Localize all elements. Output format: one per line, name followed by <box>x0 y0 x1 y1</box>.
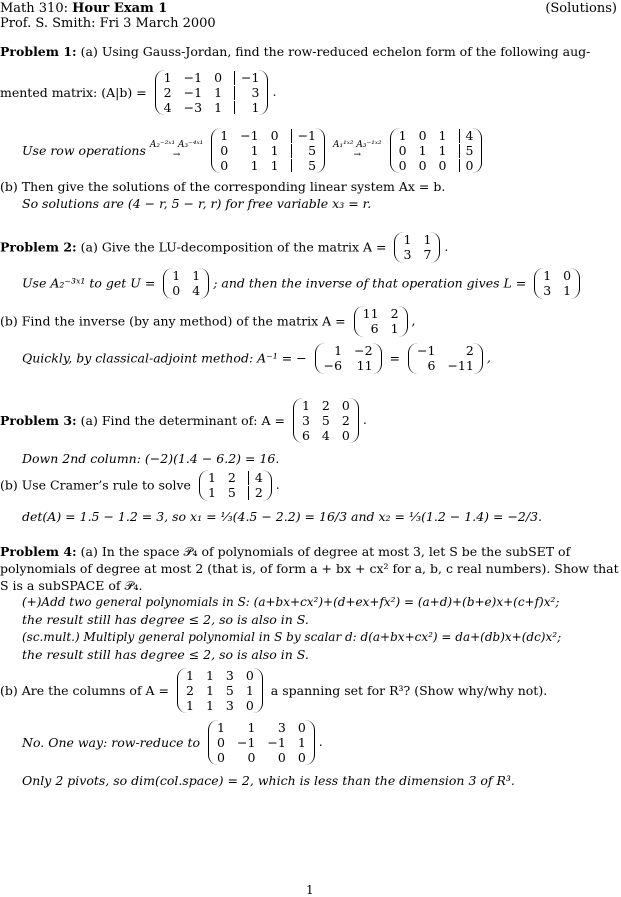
p2-b-sol: Quickly, by classical-adjoint method: A⁻¹ = − 1 −2 −6 11 = −1 2 6 −11 , <box>22 343 491 373</box>
p2-matrix-l: 1 0 3 1 <box>534 268 580 299</box>
p2-line1: Problem 2: (a) Give the LU-decomposition of the matrix A = 1 1 3 7 . <box>0 232 449 262</box>
p1-a-text1: (a) Using Gauss-Jordan, find the row-reduced echelon form of the following aug- <box>80 44 591 59</box>
p2-heading: Problem 2: <box>0 239 77 255</box>
p2-matrix-a: 1 1 3 7 <box>394 232 440 263</box>
p4-b-text2: a spanning set for R³? (Show why/why not). <box>270 682 548 698</box>
p2-b-line: (b) Find the inverse (by any method) of the matrix A = 11 2 6 1 , <box>0 306 416 336</box>
prof-line: Prof. S. Smith: Fri 3 March 2000 <box>0 16 216 31</box>
p1-sol-label: Use row operations <box>22 142 146 158</box>
p3-matrix-c: 1 2 4 1 5 2 <box>199 470 272 501</box>
p2-matrix-inv: −1 2 6 −11 <box>408 343 483 374</box>
p1-op1: A₂⁻²ˣ¹ A₃⁻⁴ˣ¹ → <box>149 139 204 160</box>
p4-b-text1: (b) Are the columns of A = <box>0 682 170 698</box>
p4-matrix-r: 1 1 3 0 0 −1 −1 1 0 0 0 0 <box>208 720 315 765</box>
p4-a-text3: S is a subSPACE of 𝒫₄. <box>0 578 143 593</box>
p1-matrix-3: 1 0 1 4 0 1 1 5 0 0 0 0 <box>390 128 483 173</box>
p2-matrix-u: 1 1 0 4 <box>163 268 209 299</box>
p4-heading: Problem 4: <box>0 544 77 559</box>
p3-b-line: (b) Use Cramer’s rule to solve 1 2 4 1 5 2 . <box>0 470 280 500</box>
p1-matrix-2: 1 −1 0 −1 0 1 1 5 0 1 1 5 <box>211 128 325 173</box>
p1-a-text2: mented matrix: (A|b) = <box>0 84 147 100</box>
p4-mul1: (sc.mult.) Multiply general polynomial in S by scalar d: d(a+bx+cx²) = da+(db)x+(dc)x²; <box>22 630 562 644</box>
p2-matrix-b: 11 2 6 1 <box>354 306 408 337</box>
p4-b-sol2: Only 2 pivots, so dim(col.space) = 2, which is less than the dimension 3 of R³. <box>22 773 515 788</box>
p3-b-text: (b) Use Cramer’s rule to solve <box>0 477 191 493</box>
p2-matrix-adj: 1 −2 −6 11 <box>315 343 382 374</box>
p1-b-text: (b) Then give the solutions of the corresponding linear system Ax = b. <box>0 179 446 194</box>
p4-b-sol1: No. One way: row-reduce to <box>22 734 201 750</box>
p3-a-text: (a) Find the determinant of: A = <box>80 412 285 428</box>
p4-a-text1: (a) In the space 𝒫₄ of polynomials of degree at most 3, let S be the subSET of <box>80 544 571 559</box>
p1-b-sol: So solutions are (4 − r, 5 − r, r) for free variable x₃ = r. <box>22 196 372 211</box>
exam-title: Hour Exam 1 <box>72 1 168 16</box>
p1-sol-row <box>22 128 486 173</box>
p4-matrix-a: 1 1 3 0 2 1 5 1 1 1 3 0 <box>177 668 263 713</box>
p4-a-text2: polynomials of degree at most 2 (that is, of form a + bx + cx² for a, b, c real numbers). Show that <box>0 561 619 576</box>
p1-matrix-1: 1 −1 0 −1 2 −1 1 3 4 −3 1 1 <box>155 70 269 115</box>
p3-b-sol: det(A) = 1.5 − 1.2 = 3, so x₁ = ⅓(4.5 − 2.2) = 16/3 and x₂ = ⅓(1.2 − 1.4) = −2/3. <box>22 509 543 524</box>
p3-heading: Problem 3: <box>0 412 77 428</box>
p2-a-sol2: ; and then the inverse of that operation gives L = <box>213 275 527 291</box>
p3-matrix-a: 1 2 0 3 5 2 6 4 0 <box>293 398 359 443</box>
p4-b-sol-row: No. One way: row-reduce to 1 1 3 0 0 −1 −1 1 0 0 0 0 . <box>22 720 323 765</box>
p2-a-sol <box>22 268 584 299</box>
p1-heading: Problem 1: <box>0 44 77 59</box>
course-line <box>0 2 167 16</box>
p4-add1: (+)Add two general polynomials in S: (a+bx+cx²)+(d+ex+fx²) = (a+d)+(b+e)x+(c+f)x²; <box>22 595 560 609</box>
page-number: 1 <box>306 883 314 897</box>
p2-b-sol1: Quickly, by classical-adjoint method: A⁻¹ = − <box>22 350 307 366</box>
p3-a-sol: Down 2nd column: (−2)(1.4 − 6.2) = 16. <box>22 451 280 466</box>
p2-a-text: (a) Give the LU-decomposition of the matrix A = <box>80 239 387 255</box>
p2-b-text: (b) Find the inverse (by any method) of the matrix A = <box>0 313 346 329</box>
p4-mul2: the result still has degree ≤ 2, so is also in S. <box>22 647 309 662</box>
p1-line2: mented matrix: (A|b) = 1 −1 0 −1 2 −1 1 3 4 −3 1 1 . <box>0 70 277 115</box>
p1-line1 <box>0 45 590 59</box>
p4-line1 <box>0 545 570 559</box>
p2-a-sol1: Use A₂⁻³ˣ¹ to get U = <box>22 275 156 291</box>
p4-b-line <box>0 668 547 713</box>
p3-line1: Problem 3: (a) Find the determinant of: A = 1 2 0 3 5 2 6 4 0 . <box>0 398 367 443</box>
p4-add2: the result still has degree ≤ 2, so is also in S. <box>22 612 309 627</box>
solutions-label: (Solutions) <box>545 1 617 16</box>
course-label: Math 310: <box>0 1 68 16</box>
p1-op2: A₁¹ˣ² A₃⁻¹ˣ² → <box>333 139 382 160</box>
